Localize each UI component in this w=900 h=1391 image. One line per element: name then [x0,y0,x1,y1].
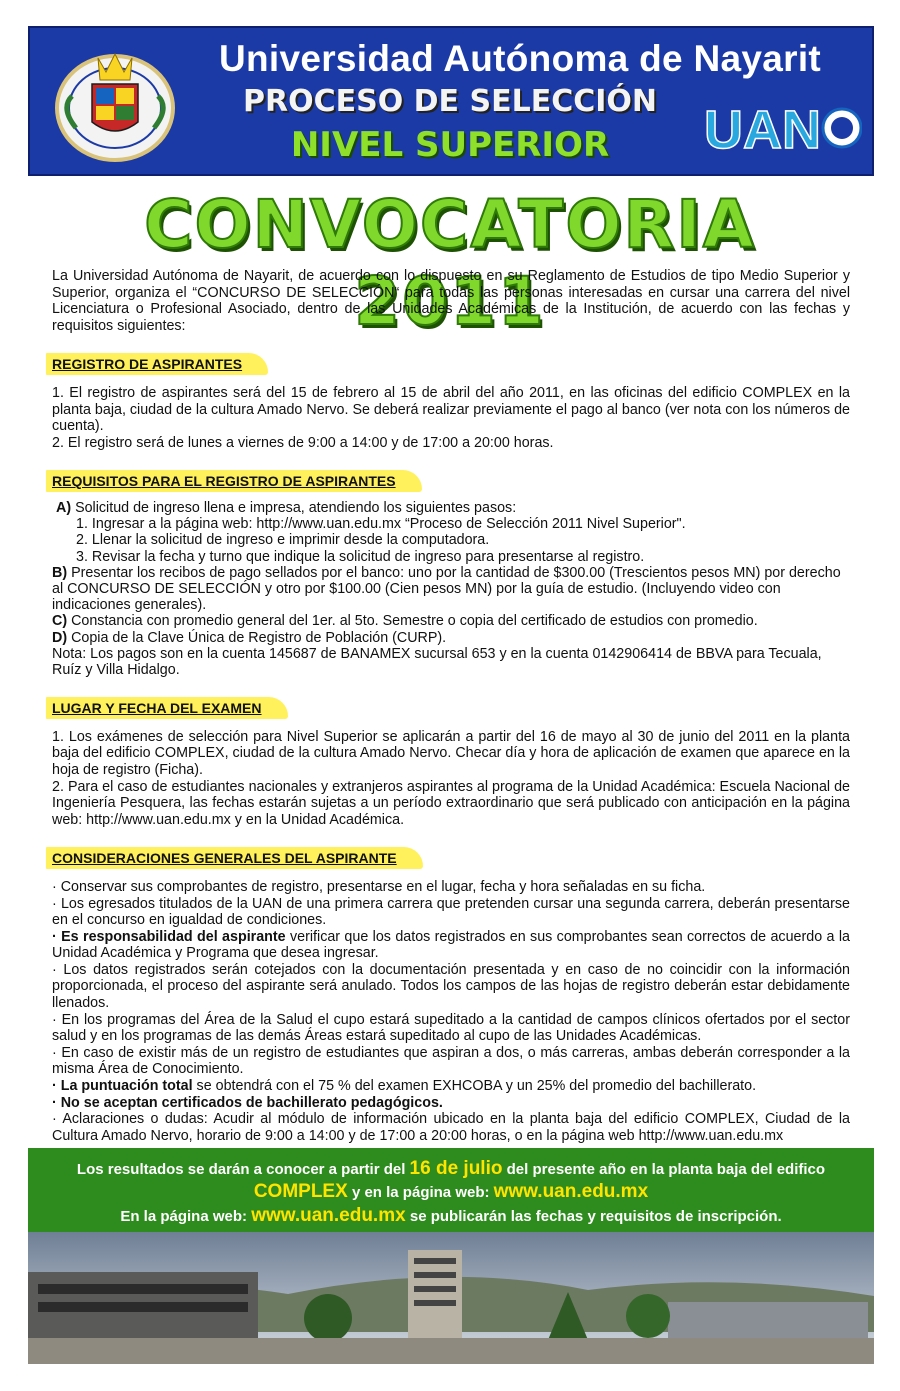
section-heading-registro [52,353,268,375]
requisito-b [52,565,850,614]
consideracion-item: · Conservar sus comprobantes de registro, presentarse en el lugar, fecha y hora señaladas en su ficha. [52,878,706,895]
banner-url: www.uan.edu.mx [251,1205,406,1226]
requisito-label: B) [52,564,68,581]
banner-text: En la página web: [120,1208,252,1225]
requisito-text: Constancia con promedio general del 1er. al 5to. Semestre o copia del certificado de estudios con promedio. [67,613,758,630]
section-heading-text: REQUISITOS PARA EL REGISTRO DE ASPIRANTES [52,473,396,490]
requisito-label: A) [56,499,72,516]
consideracion-item [52,929,850,962]
banner-line-2 [28,1181,874,1203]
consideracion-item: · Los egresados titulados de la UAN de una primera carrera que pretenden cursar una segunda carrera, deberán presentarse en el concurso en igualdad de condiciones. [52,895,850,929]
requisito-label: D) [52,629,68,646]
payment-note: Nota: Los pagos son en la cuenta 145687 de BANAMEX sucursal 653 y en la cuenta 0142906414 de BBVA para Tecuala, Ruíz y Villa Hidalgo. [52,645,822,678]
consideracion-item [52,1095,850,1112]
consideracion-bold: · Es responsabilidad del aspirante [52,928,286,945]
requisito-step: 2. Llenar la solicitud de ingreso e imprimir desde la computadora. [76,532,490,549]
university-seal-icon [50,36,180,168]
process-title: PROCESO DE SELECCIÓN [242,84,657,119]
banner-line-3 [28,1205,874,1227]
banner-text: se publicarán las fechas y requisitos de inscripción. [405,1208,782,1225]
consideracion-item: · En caso de existir más de un registro de estudiantes que aspiran a dos, o más carreras, ambas deberán corresponder a la misma Área de Conocimiento. [52,1044,850,1078]
section-heading-requisitos [52,470,422,492]
banner-line-1 [28,1158,874,1180]
convocatoria-title: CONVOCATORIA 2011 [144,186,756,340]
requisitos-list [52,500,850,678]
requisito-text: Presentar los recibos de pago sellados por el banco: uno por la cantidad de $300.00 (Trescientos pesos MN) por derecho al CONCURSO DE SELECCIÓN y otro por $100.00 (Cien pesos MN) por la guía de estudio. (Incluyendo video con indicaciones generales). [52,564,841,614]
requisito-d [52,630,850,646]
requisito-label: C) [52,613,68,630]
section-heading-text: CONSIDERACIONES GENERALES DEL ASPIRANTE [52,850,397,867]
header-band [28,26,874,176]
section-heading-text: REGISTRO DE ASPIRANTES [52,356,243,373]
consideracion-text: verificar que los datos registrados en sus comprobantes sean correctos de acuerdo a la Unidad Académica y Programa que desea ingresar. [52,928,850,962]
consideracion-item: · Los datos registrados serán cotejados con la documentación presentada y en caso de no coincidir con la información proporcionada, el proceso del aspirante será anulado. Todos los campos de las hojas de registro deberán estar debidamente llenados. [52,961,850,1012]
uan-logo-text: UAN [704,100,821,160]
consideracion-item [52,1078,850,1095]
results-date: 16 de julio [409,1158,503,1179]
campus-photo [28,1232,874,1364]
requisito-text: Copia de la Clave Única de Registro de Población (CURP). [67,629,447,646]
consideracion-text: se obtendrá con el 75 % del examen EXHCOBA y un 25% del promedio del bachillerato. [192,1078,757,1095]
complex-name: COMPLEX [253,1181,348,1202]
section-heading-text: LUGAR Y FECHA DEL EXAMEN [52,700,262,717]
consideracion-item: · Aclaraciones o dudas: Acudir al módulo de información ubicado en la planta baja del edificio COMPLEX, Ciudad de la Cultura Amado Nervo, horario de 9:00 a 14:00 y de 17:00 a 20:00 horas, o en la página web http://www.uan.edu.mx [52,1111,850,1144]
examen-item: 2. Para el caso de estudiantes nacionales y extranjeros aspirantes al programa de la Unidad Académica: Escuela Nacional de Ingeniería Pesquera, las fechas estarán sujetas a un período extraordinario que será publicado con anticipación en la página web: http://www.uan.edu.mx y en la Unidad Académica. [52,778,850,828]
main-content [52,268,850,1144]
banner-text: del presente año en la planta baja del edifico [502,1161,826,1178]
banner-text: Los resultados se darán a conocer a partir del [76,1161,410,1178]
consideracion-bold: · No se aceptan certificados de bachillerato pedagógicos. [52,1094,443,1111]
consideracion-bold: · La puntuación total [52,1078,193,1095]
section-heading-consideraciones [52,847,423,869]
banner-text: y en la página web: [347,1184,494,1201]
requisito-step: 3. Revisar la fecha y turno que indique la solicitud de ingreso para presentarse al registro. [76,548,645,565]
level-title: NIVEL SUPERIOR [290,125,610,165]
registro-item: 2. El registro será de lunes a viernes de 9:00 a 14:00 y de 17:00 a 20:00 horas. [52,434,554,451]
requisito-text: Solicitud de ingreso llena e impresa, atendiendo los siguientes pasos: [71,499,517,516]
registro-item: 1. El registro de aspirantes será del 15 de febrero al 15 de abril del año 2011, en las oficinas del edificio COMPLEX en la planta baja, ciudad de la cultura Amado Nervo. Se deberá realizar previamente el pago al banco (ver nota con los números de cuenta). [52,384,850,435]
section-heading-examen [52,697,288,719]
examen-item: 1. Los exámenes de selección para Nivel Superior se aplicarán a partir del 16 de mayo al 30 de junio del 2011 en la planta baja del edificio COMPLEX, ciudad de la cultura Amado Nervo. Checar día y hora de aplicación de examen que aparece en la hoja de registro (Ficha). [52,728,850,778]
university-name: Universidad Autónoma de Nayarit [218,38,822,79]
requisito-a [52,500,850,516]
banner-url: www.uan.edu.mx [493,1181,649,1202]
requisito-step: 1. Ingresar a la página web: http://www.uan.edu.mx “Proceso de Selección 2011 Nivel Superior". [76,516,686,533]
uan-logo-icon [702,92,862,162]
intro-paragraph: La Universidad Autónoma de Nayarit, de acuerdo con lo dispuesto en su Reglamento de Estudios de tipo Medio Superior y Superior, organiza el “CONCURSO DE SELECCIÓN“ para todas las personas interesadas en cursar una carrera del nivel Licenciatura o Profesional Asociado, dentro de las Unidades Académicas de la Institución, de acuerdo con las fechas y requisitos siguientes: [52,268,850,334]
requisito-c [52,613,850,629]
consideracion-item: · En los programas del Área de la Salud el cupo estará supeditado a la cantidad de campos clínicos ofertados por el sector salud y en los programas de las demás Áreas estará supeditado al cupo de las Unidades Académicas. [52,1011,850,1045]
results-banner [28,1148,874,1232]
